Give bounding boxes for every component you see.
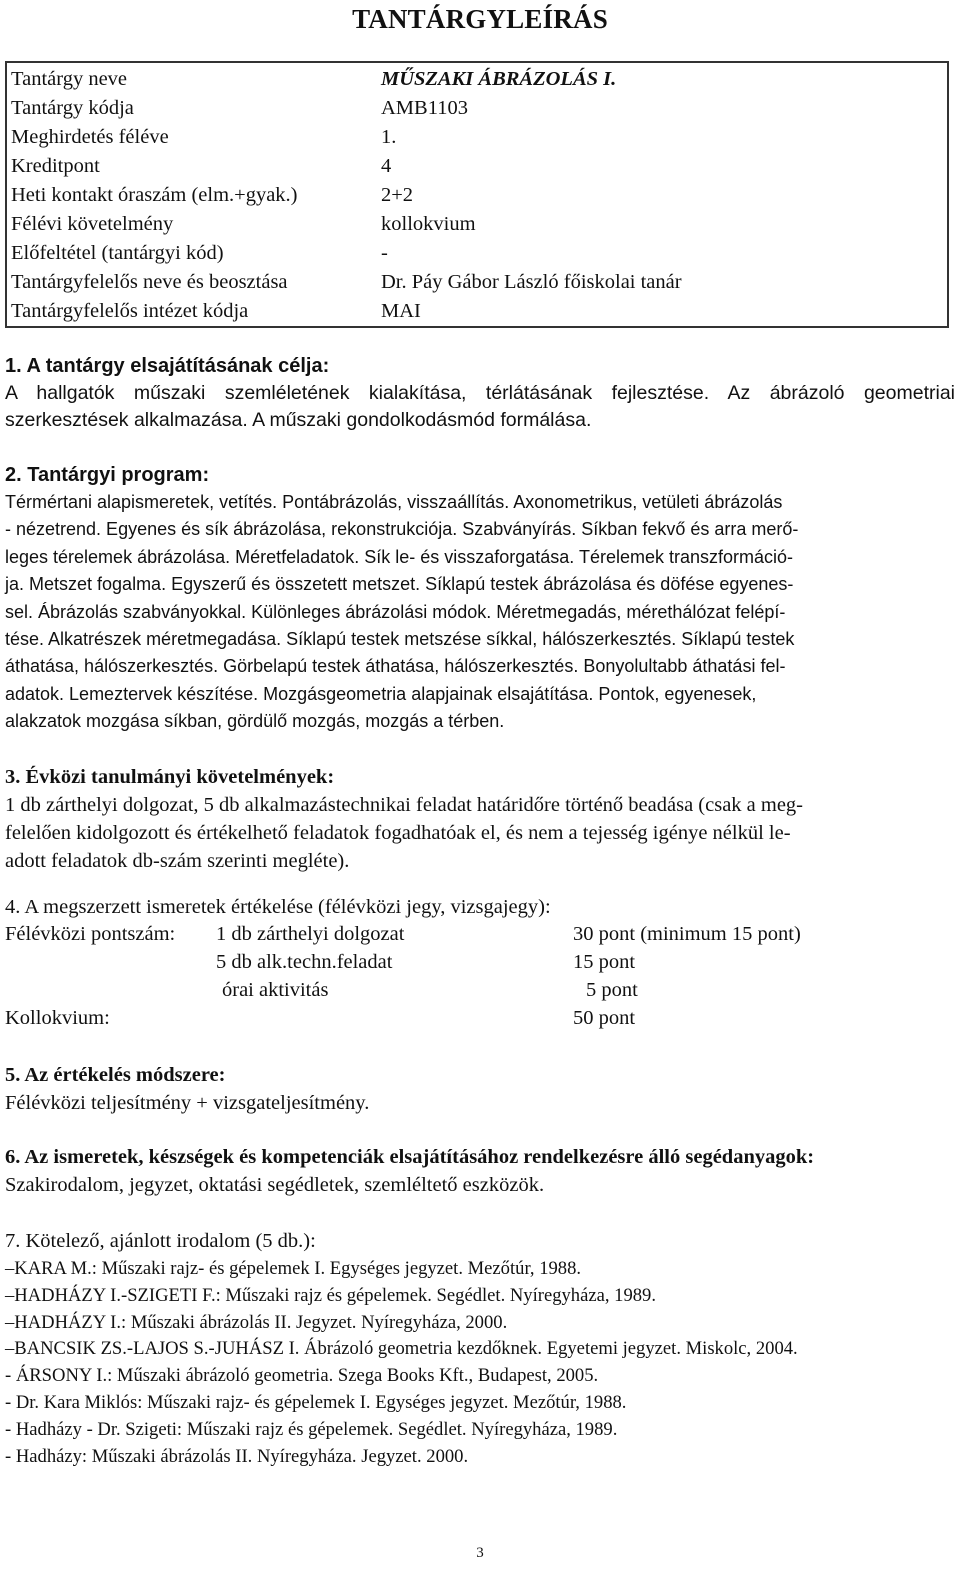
section-requirements [5, 763, 955, 875]
requirements-line: 1 db zárthelyi dolgozat, 5 db alkalmazástechnikai feladat határidőre történő beadása (csak a meg- [5, 794, 804, 816]
section-heading: 2. Tantárgyi program: [5, 464, 210, 486]
section-body [5, 489, 955, 736]
section-heading: 5. Az értékelés módszere: [5, 1064, 226, 1086]
program-line: sel. Ábrázolás szabványokkal. Különleges ábrázolási módok. Méretmegadás, mérethálózat felépí- [5, 601, 786, 622]
program-line: ja. Metszet fogalma. Egyszerű és összetett metszet. Síklapú testek ábrázolása és döfése egyenes- [5, 574, 794, 595]
grading-row [5, 948, 955, 976]
info-label: Félévi követelmény [11, 213, 174, 235]
grading-points: 5 pont [586, 979, 638, 1001]
info-label: Kreditpont [11, 155, 100, 177]
section-method [5, 1061, 955, 1117]
info-row [7, 181, 947, 210]
grading-points: 50 pont [573, 1007, 636, 1029]
reference-item: - Hadházy - Dr. Szigeti: Műszaki rajz és gépelemek. Segédlet. Nyíregyháza, 1989. [5, 1418, 618, 1440]
program-line: tése. Alkatrészek méretmegadása. Síklapú testek metszése síkkal, hálószerkesztés. Síklapú testek [5, 629, 795, 650]
info-label: Tantárgy neve [11, 68, 128, 90]
grading-item: órai aktivitás [222, 979, 329, 1001]
grading-row [5, 1004, 955, 1032]
page-title: TANTÁRGYLEÍRÁS [352, 4, 608, 34]
grading-row [5, 920, 955, 948]
requirements-line: felelően kidolgozott és értékelhető feladatok fogadhatóak el, és nem a tejesség igénye nélkül le- [5, 822, 791, 844]
grading-points: 15 pont [573, 951, 636, 973]
info-value: Dr. Páy Gábor László főiskolai tanár [381, 271, 682, 293]
info-value: 1. [381, 126, 397, 148]
program-line: áthatása, hálószerkesztés. Görbelapú testek áthatása, hálószerkesztés. Bonyolultabb áthatási fel- [5, 656, 786, 677]
info-value: kollokvium [381, 213, 476, 235]
info-row [7, 123, 947, 152]
section-program [5, 462, 955, 736]
grading-label: Félévközi pontszám: [5, 923, 176, 945]
section-heading: 3. Évközi tanulmányi követelmények: [5, 766, 335, 788]
program-line: adatok. Lemeztervek készítése. Mozgásgeometria alapjainak elsajátítása. Pontok, egyenesek, [5, 683, 757, 704]
section-body: Szakirodalom, jegyzet, oktatási segédletek, szemléltető eszközök. [5, 1174, 545, 1196]
reference-item: –BANCSIK ZS.-LAJOS S.-JUHÁSZ I. Ábrázoló geometria kezdőknek. Egyetemi jegyzet. Miskolc, 2004. [5, 1338, 798, 1360]
info-value: MŰSZAKI ÁBRÁZOLÁS I. [381, 68, 617, 90]
reference-item: –HADHÁZY I.: Műszaki ábrázolás II. Jegyzet. Nyíregyháza, 2000. [5, 1311, 508, 1333]
info-value: MAI [381, 300, 421, 322]
page-number: 3 [476, 1545, 484, 1561]
section-body: A hallgatók műszaki szemléletének kialakítása, térlátásának fejlesztése. Az ábrázoló geometriai szerkesztések alkalmazása. A műszaki gondolkodásmód formálása. [5, 382, 955, 431]
info-label: Tantárgy kódja [11, 97, 134, 119]
info-label: Előfeltétel (tantárgyi kód) [11, 242, 224, 264]
requirements-line: adott feladatok db-szám szerinti megléte). [5, 850, 350, 872]
info-row [7, 297, 947, 326]
program-line: - nézetrend. Egyenes és sík ábrázolása, rekonstrukciója. Szabványírás. Síkban fekvő és arra merő- [5, 519, 799, 540]
section-body: Félévközi teljesítmény + vizsgateljesítmény. [5, 1092, 370, 1114]
reference-item: –KARA M.: Műszaki rajz- és gépelemek I. Egységes jegyzet. Mezőtúr, 1988. [5, 1258, 582, 1279]
info-label: Tantárgyfelelős intézet kódja [11, 300, 249, 322]
grading-item: 5 db alk.techn.feladat [216, 951, 393, 973]
info-label: Tantárgyfelelős neve és beosztása [11, 271, 288, 293]
grading-row [5, 976, 955, 1004]
info-row [7, 94, 947, 123]
reference-item: –HADHÁZY I.-SZIGETI F.: Műszaki rajz és gépelemek. Segédlet. Nyíregyháza, 1989. [5, 1284, 656, 1306]
section-materials [5, 1143, 955, 1199]
program-line: Térmértani alapismeretek, vetítés. Pontábrázolás, visszaállítás. Axonometrikus, vetületi ábrázolás [5, 492, 783, 512]
program-line: alakzatok mozgása síkban, gördülő mozgás, mozgás a térben. [5, 711, 505, 732]
reference-list [5, 1256, 955, 1470]
section-heading: 6. Az ismeretek, készségek és kompetenciák elsajátításához rendelkezésre álló segédanyagok: [5, 1146, 815, 1168]
section4-heading: 4. A megszerzett ismeretek értékelése (félévközi jegy, vizsgajegy): [5, 896, 551, 918]
reference-item: - ÁRSONY I.: Műszaki ábrázoló geometria. Szega Books Kft., Budapest, 2005. [5, 1365, 599, 1387]
info-row [7, 268, 947, 297]
info-row [7, 210, 947, 239]
info-value: 2+2 [381, 184, 414, 206]
grading-table [5, 920, 955, 1032]
info-row [7, 152, 947, 181]
info-value: 4 [381, 155, 392, 177]
reference-item: - Dr. Kara Miklós: Műszaki rajz- és gépelemek I. Egységes jegyzet. Mezőtúr, 1988. [5, 1391, 627, 1413]
section7-heading: 7. Kötelező, ajánlott irodalom (5 db.): [5, 1230, 316, 1252]
section-heading: 1. A tantárgy elsajátításának célja: [5, 355, 330, 377]
info-value: AMB1103 [381, 97, 468, 119]
info-value: - [381, 242, 388, 264]
info-label: Meghirdetés féléve [11, 126, 169, 148]
info-row [7, 65, 947, 94]
grading-item: 1 db zárthelyi dolgozat [216, 923, 405, 945]
reference-item: - Hadházy: Műszaki ábrázolás II. Nyíregyháza. Jegyzet. 2000. [5, 1445, 469, 1467]
info-row [7, 239, 947, 268]
course-info-table [5, 61, 949, 328]
section-goal [5, 353, 955, 434]
grading-label: Kollokvium: [5, 1007, 110, 1029]
grading-points: 30 pont (minimum 15 pont) [573, 923, 801, 945]
section-body [5, 791, 955, 875]
info-label: Heti kontakt óraszám (elm.+gyak.) [11, 184, 298, 206]
program-line: leges térelemek ábrázolása. Méretfeladatok. Sík le- és visszaforgatása. Térelemek transzformáció- [5, 546, 794, 567]
